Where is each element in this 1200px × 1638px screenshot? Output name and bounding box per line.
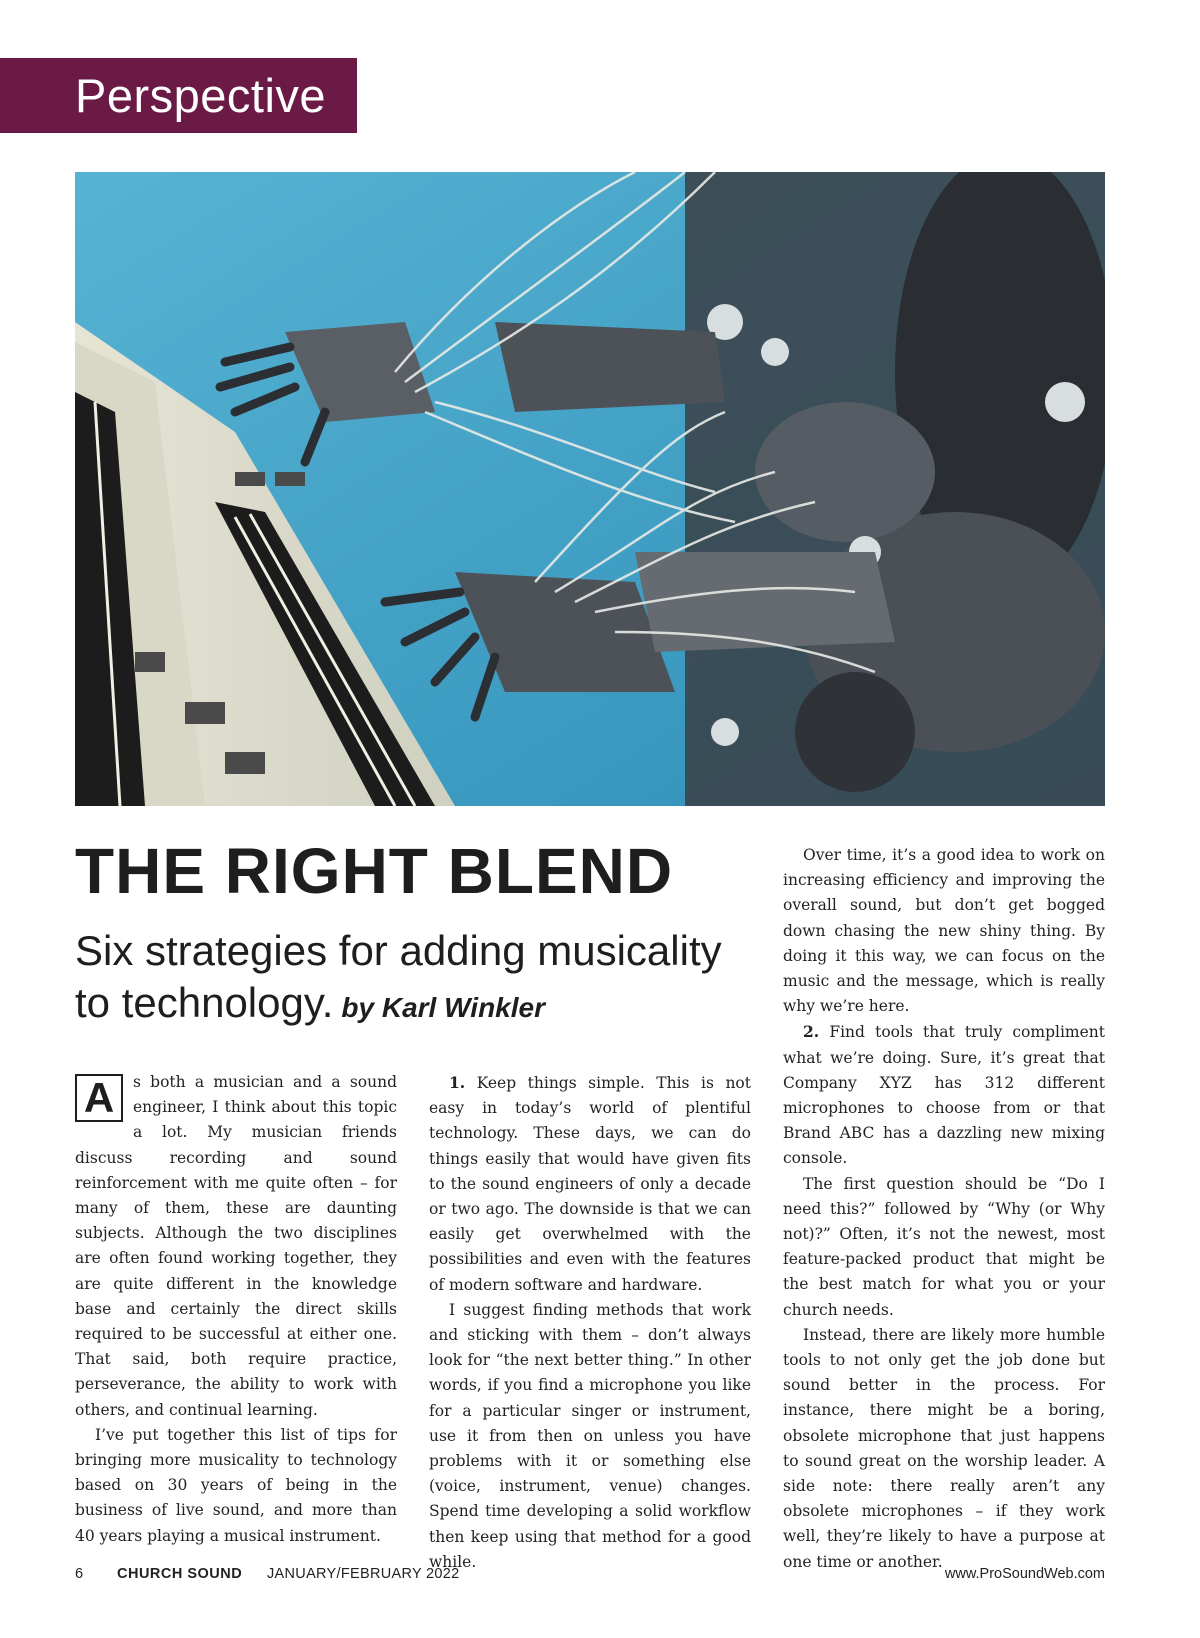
issue-date: JANUARY/FEBRUARY 2022 xyxy=(267,1566,460,1582)
paragraph-text: Find tools that truly compliment what we’re doing. Sure, it’s great that Company XYZ has 312 different microphones to choose from or that Brand ABC has a dazzling new mixing console. xyxy=(783,1023,1105,1168)
paragraph: Instead, there are likely more humble tools to not only get the job done but sound better in the process. For instance, there might be a boring, obsolete microphone that just happens to sound great on the worship leader. A side note: there really aren’t any obsolete microphones – if they work well, they’re likely to have a purpose at one time or another. xyxy=(783,1325,1105,1571)
body-column-1 xyxy=(75,1070,397,1549)
page-footer xyxy=(75,1566,1105,1590)
publication-name: CHURCH SOUND xyxy=(117,1566,243,1582)
section-label: Perspective xyxy=(0,58,357,133)
paragraph: Over time, it’s a good idea to work on increasing efficiency and improving the overall sound, but don’t get bogged down chasing the new shiny thing. By doing it this way, we can focus on the music and the message, which is really why we’re here. xyxy=(783,846,1105,1016)
drop-cap: A xyxy=(75,1074,123,1122)
paragraph: The first question should be “Do I need this?” followed by “Why (or Why not)?” Often, it’s not the newest, most feature-packed product that might be the best match for what you or your church needs. xyxy=(783,1174,1105,1319)
page-number: 6 xyxy=(75,1566,84,1582)
paragraph-text: Keep things simple. This is not easy in today’s world of plentiful technology. These days, we can do things easily that would have given fits to the sound engineers of only a decade or two ago. The downside is that we can easily get overwhelmed with the possibilities and even with the features of modern software and hardware. xyxy=(429,1074,751,1294)
hero-image xyxy=(75,172,1105,806)
article-deck xyxy=(75,925,765,1034)
deck-text: Six strategies for adding musicality to technology. xyxy=(75,927,722,1026)
body-column-2 xyxy=(429,1070,751,1575)
paragraph xyxy=(429,1070,751,1298)
website-url: www.ProSoundWeb.com xyxy=(944,1566,1105,1582)
paragraph xyxy=(783,1019,1105,1171)
article-title: THE RIGHT BLEND xyxy=(75,835,674,907)
tip-number: 2. xyxy=(803,1022,820,1042)
paragraph: I suggest finding methods that work and sticking with them – don’t always look for “the next better thing.” In other words, if you find a microphone you like for a particular singer or instrument, use it from then on unless you have problems with it or something else (voice, instrument, venue) changes. Spend time developing a solid workflow then keep using that method for a good while. xyxy=(429,1300,751,1571)
byline: by Karl Winkler xyxy=(341,992,545,1023)
body-column-3 xyxy=(783,843,1105,1575)
robot-keyboard-illustration xyxy=(75,172,1105,806)
paragraph xyxy=(75,1070,397,1423)
paragraph-text: s both a musician and a sound engineer, I think about this topic a lot. My musician friends discuss recording and sound reinforcement with me quite often – for many of them, these are daunting subjects. Although the two disciplines are often found working together, they are quite different in the knowledge base and certainly the direct skills required to be successful at either one. That said, both require practice, perseverance, the ability to work with others, and continual learning. xyxy=(75,1073,397,1419)
tip-number: 1. xyxy=(449,1073,466,1092)
paragraph: I’ve put together this list of tips for bringing more musicality to technology based on 30 years of being in the business of live sound, and more than 40 years playing a musical instrument. xyxy=(75,1425,397,1545)
